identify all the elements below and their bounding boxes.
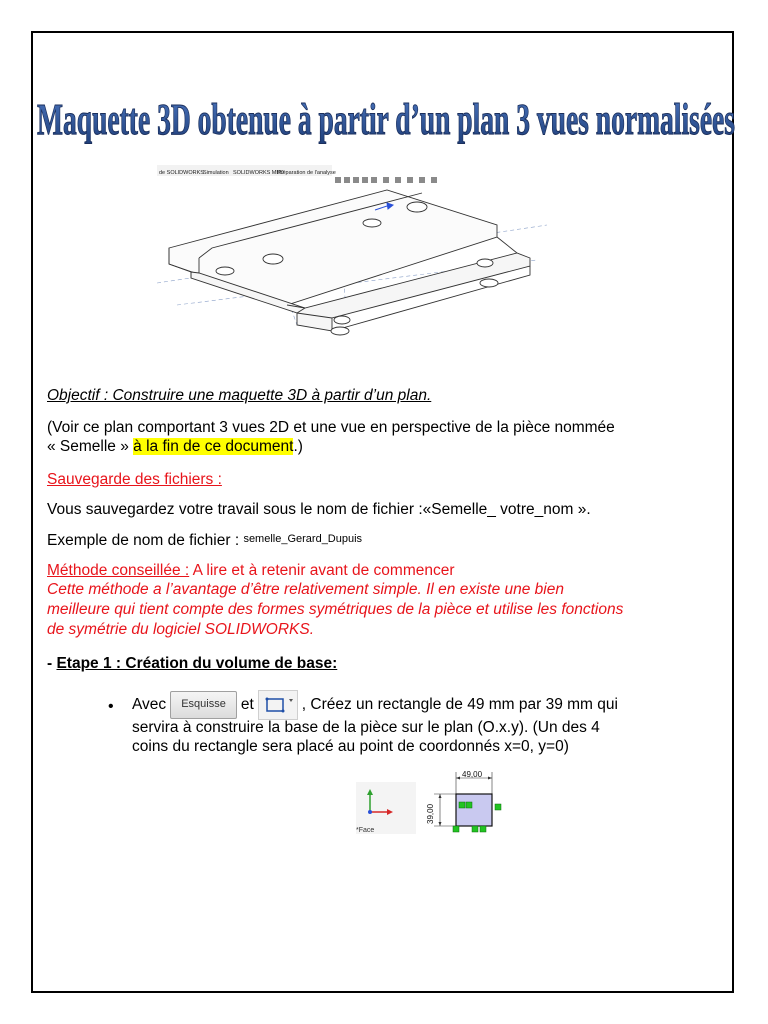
bullet-avec: Avec (132, 696, 167, 714)
method-heading-line (47, 561, 455, 580)
axis-face-label: *Face (356, 827, 375, 834)
toolbar-tab-3: SOLIDWORKS MBD (233, 170, 285, 176)
example-filename: semelle_Gerard_Dupuis (243, 533, 363, 545)
method-line-3: de symétrie du logiciel SOLIDWORKS. (47, 621, 315, 638)
toolbar-tab-2: Simulation (203, 170, 229, 176)
bullet-line-1-tail: , Créez un rectangle de 49 mm par 39 mm qui (301, 696, 618, 714)
height-dimension: 39,00 (426, 803, 435, 824)
bullet-line-3: coins du rectangle sera placé au point de coordonnés x=0, y=0) (132, 738, 569, 755)
save-heading: Sauvegarde des fichiers : (47, 471, 222, 488)
note-line-1: (Voir ce plan comportant 3 vues 2D et une vue en perspective de la pièce nommée (47, 419, 615, 436)
method-heading: Méthode conseillée : (47, 562, 190, 579)
toolbar-tab-1: de SOLIDWORKS (159, 170, 204, 176)
save-text: Vous sauvegardez votre travail sous le nom de fichier :«Semelle_ votre_nom ». (47, 501, 591, 518)
sketch-rectangle-drawing (420, 768, 510, 834)
bullet-et: et (240, 696, 254, 714)
esquisse-button[interactable]: Esquisse (170, 691, 237, 719)
bullet-line-1 (132, 690, 618, 720)
step1-prefix: - (47, 655, 57, 672)
method-heading-suffix: A lire et à retenir avant de commencer (189, 562, 455, 579)
method-line-2: meilleure qui tient compte des formes symétriques de la pièce et utilise les fonctions (47, 601, 624, 618)
note-highlight: à la fin de ce document (133, 438, 294, 455)
note-line-2 (47, 437, 303, 456)
method-line-1: Cette méthode a l’avantage d’être relativement simple. Il en existe une bien (47, 581, 564, 598)
axis-triad-icon (356, 782, 416, 834)
sketch-rectangle-image (420, 768, 510, 834)
bullet-icon: • (108, 698, 114, 715)
axis-triad-image (356, 782, 416, 834)
cad-model-drawing (157, 165, 547, 365)
note-line-2-pre: « Semelle » (47, 438, 134, 455)
note-line-2-post: .) (293, 438, 303, 455)
width-dimension: 49,00 (462, 770, 483, 779)
cad-screenshot (157, 165, 547, 365)
step1-label: Etape 1 : Création du volume de base: (56, 655, 338, 672)
document-title (30, 72, 742, 162)
example-line (47, 530, 362, 550)
step1-heading (47, 654, 337, 673)
objective-text: Objectif : Construire une maquette 3D à partir d’un plan. (47, 387, 432, 404)
rectangle-tool-glyph (259, 691, 297, 719)
rectangle-tool-icon[interactable] (258, 690, 298, 720)
bullet-line-2: servira à construire la base de la pièce sur le plan (O.x.y). (Un des 4 (132, 719, 600, 736)
title-text: Maquette 3D obtenue à partir d’un plan 3 vues normalisées (37, 95, 736, 144)
example-label: Exemple de nom de fichier : (47, 532, 244, 549)
toolbar-tab-4: Préparation de l'analyse (277, 170, 336, 176)
